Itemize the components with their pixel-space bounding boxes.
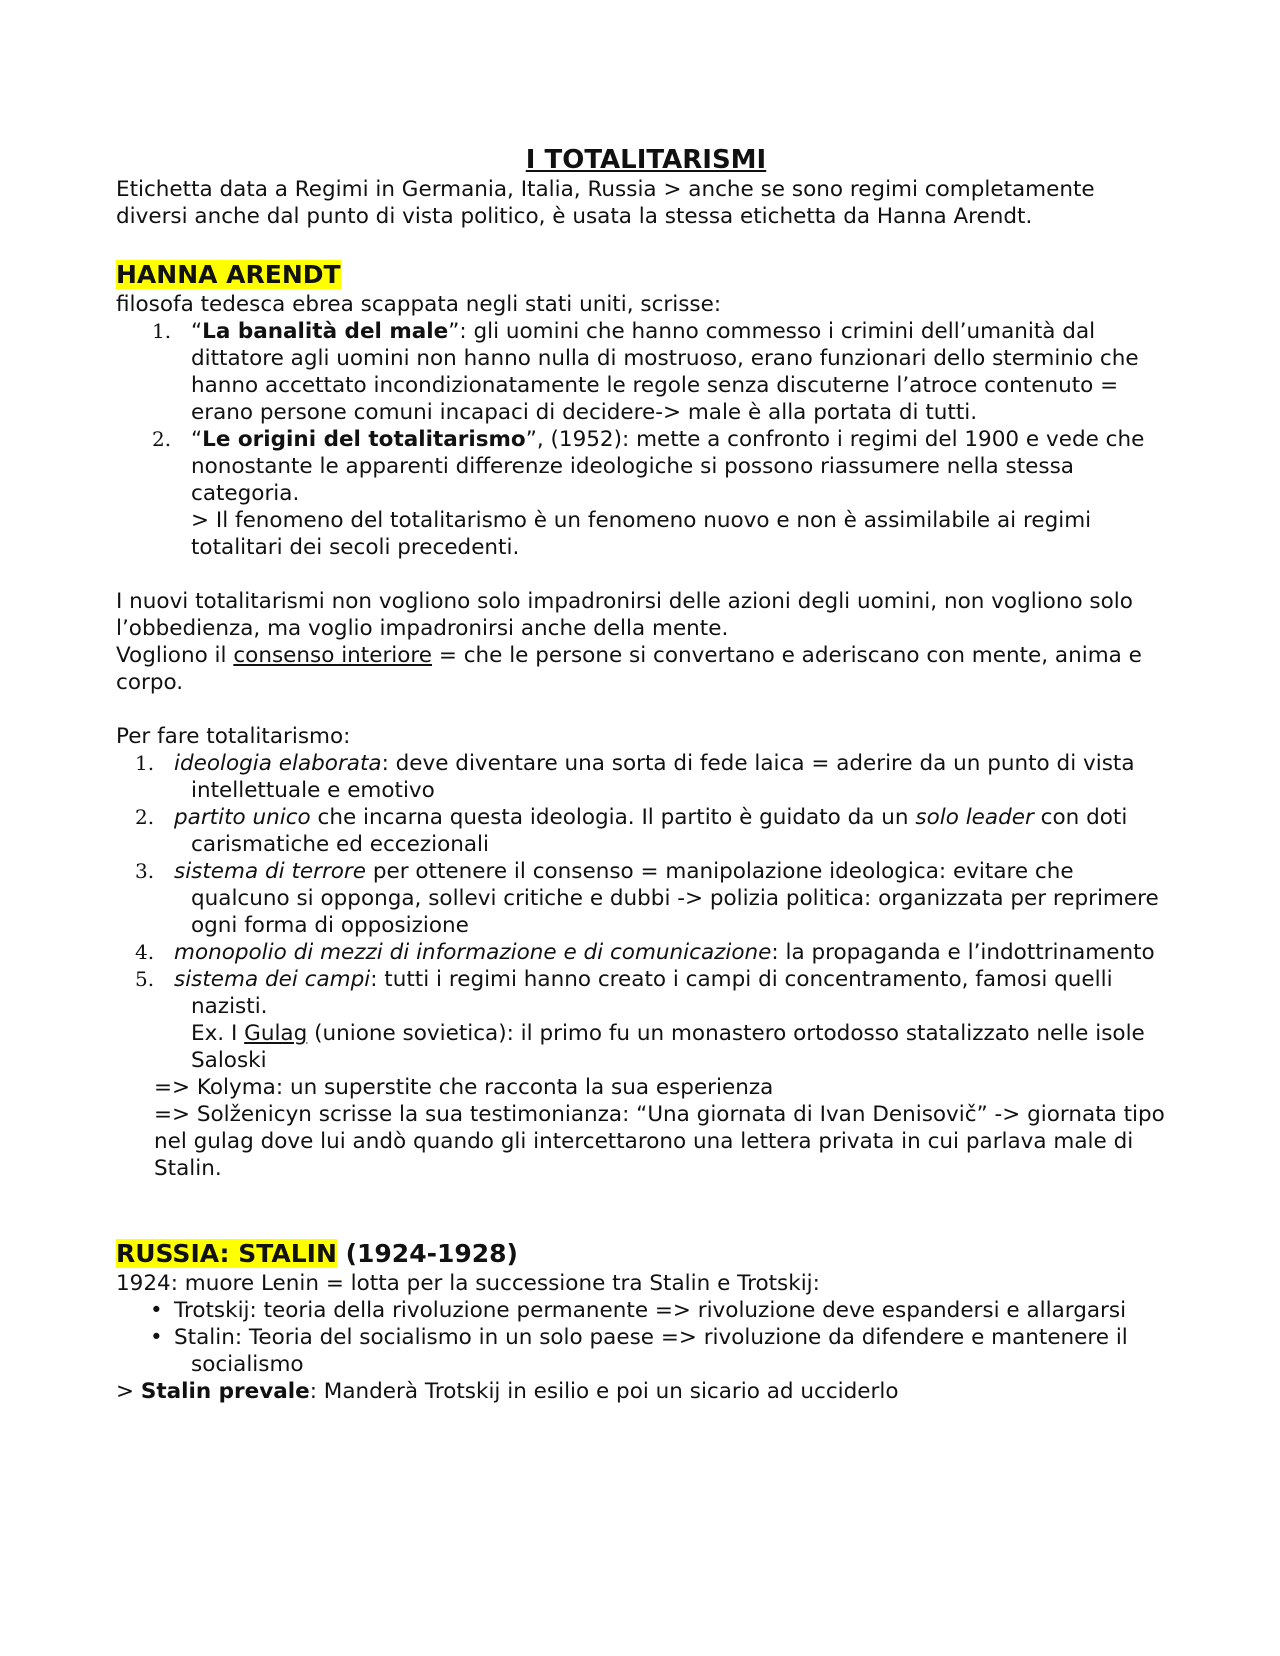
italic-term: solo leader: [915, 805, 1034, 830]
item-text: che incarna questa ideologia. Il partito è guidato da un: [310, 805, 916, 830]
item-extra: > Il fenomeno del totalitarismo è un fenomeno nuovo e non è assimilabile ai regimi totalitari dei secoli precedenti.: [191, 508, 1092, 560]
list-number: 2.: [135, 805, 155, 829]
heading-dates: (1924-1928): [336, 1239, 518, 1268]
list-number: 1.: [152, 319, 172, 343]
item-text: Trotskij: teoria della rivoluzione permanente => rivoluzione deve espandersi e allargarsi: [174, 1298, 1127, 1323]
italic-term: sistema di terrore: [174, 859, 366, 884]
bold-text: Stalin prevale: [140, 1379, 310, 1404]
bullet-icon: •: [150, 1298, 163, 1323]
highlight: HANNA ARENDT: [116, 260, 341, 289]
list-item: [116, 966, 1166, 1074]
list-item: [116, 1297, 1166, 1324]
list-item: [116, 750, 1166, 804]
item-text: : la propaganda e l’indottrinamento: [771, 940, 1155, 965]
list-item: [116, 804, 1166, 858]
example-text: (unione sovietica): il primo fu un monastero ortodosso statalizzato nelle isole Saloski: [191, 1021, 1145, 1073]
spacer: [116, 561, 1166, 588]
quote-mark: “: [191, 319, 203, 344]
book-title: La banalità del male: [202, 319, 449, 344]
item-text: per ottenere il consenso = manipolazione ideologica: evitare che qualcuno si opponga, sollevi critiche e dubbi -> polizia politica: organizzata per reprimere ogni forma di opposizione: [191, 859, 1159, 938]
stalin-prevale-line: [116, 1378, 1166, 1405]
item-text: ”, (1952): mette a confronto i regimi del 1900 e vede che nonostante le apparenti differenze ideologiche si possono riassumere nella stessa categoria.: [191, 427, 1145, 506]
item-text: con doti carismatiche ed eccezionali: [191, 805, 1128, 857]
item-text: : tutti i regimi hanno creato i campi di concentramento, famosi quelli nazisti.: [191, 967, 1113, 1019]
list-number: 3.: [135, 859, 155, 883]
example-text: Ex. I: [191, 1021, 245, 1046]
document-page: [116, 144, 1166, 1405]
list-item: [116, 858, 1166, 939]
list-item: [116, 939, 1166, 966]
list-item: [116, 426, 1166, 561]
heading-hanna-arendt: [116, 257, 1166, 291]
item-text: ”: gli uomini che hanno commesso i crimini dell’umanità dal dittatore agli uomini non hanno nulla di mostruoso, erano funzionari dello sterminio che hanno accettato incondizionatamente le regole senza discuterne l’atroce contenuto = erano persone comuni incapaci di decidere-> male è alla portata di tutti.: [191, 319, 1139, 425]
spacer: [116, 696, 1166, 723]
quote-mark: “: [191, 427, 203, 452]
item-text: : deve diventare una sorta di fede laica = aderire da un punto di vista intellettuale e emotivo: [191, 751, 1135, 803]
nuovi-paragraph-2: [116, 642, 1166, 696]
spacer: [116, 1182, 1166, 1236]
highlight: RUSSIA: STALIN: [116, 1239, 337, 1268]
text: = che le persone si convertano e aderiscano con mente, anima e corpo.: [116, 643, 1142, 695]
list-number: 4.: [135, 940, 155, 964]
solzenicyn-note: => Solženicyn scrisse la sua testimonianza: “Una giornata di Ivan Denisovič” -> giornata tipo nel gulag dove lui andò quando gli intercettarono una lettera privata in cui parlava male di Stalin.: [154, 1102, 1165, 1181]
russia-lead: 1924: muore Lenin = lotta per la successione tra Stalin e Trotskij:: [116, 1271, 820, 1296]
list-item: [116, 1324, 1166, 1378]
italic-term: sistema dei campi: [174, 967, 371, 992]
arendt-lead: filosofa tedesca ebrea scappata negli stati uniti, scrisse:: [116, 292, 722, 317]
list-item: [116, 318, 1166, 426]
list-number: 2.: [152, 427, 172, 451]
text: : Manderà Trotskij in esilio e poi un sicario ad ucciderlo: [309, 1379, 899, 1404]
text: Vogliono il: [116, 643, 234, 668]
italic-term: monopolio di mezzi di informazione e di comunicazione: [174, 940, 772, 965]
succession-list: [116, 1297, 1166, 1378]
arendt-works-list: [116, 318, 1166, 561]
list-number: 5.: [135, 967, 155, 991]
page-title: I TOTALITARISMI: [525, 145, 767, 175]
book-title: Le origini del totalitarismo: [202, 427, 526, 452]
heading-russia-stalin: [116, 1236, 1166, 1270]
item-text: Stalin: Teoria del socialismo in un solo paese => rivoluzione da difendere e mantenere il socialismo: [174, 1325, 1128, 1377]
totalitarism-features-list: [116, 750, 1166, 1074]
nuovi-paragraph-1: I nuovi totalitarismi non vogliono solo impadronirsi delle azioni degli uomini, non vogliono solo l’obbedienza, ma voglio impadronirsi anche della mente.: [116, 589, 1133, 641]
underlined-term: consenso interiore: [233, 643, 433, 668]
bullet-icon: •: [150, 1325, 163, 1350]
spacer: [116, 230, 1166, 257]
fare-lead: Per fare totalitarismo:: [116, 724, 351, 749]
kolyma-note: => Kolyma: un superstite che racconta la sua esperienza: [154, 1075, 774, 1100]
italic-term: ideologia elaborata: [174, 751, 382, 776]
list-number: 1.: [135, 751, 155, 775]
text: >: [116, 1379, 141, 1404]
italic-term: partito unico: [174, 805, 311, 830]
underlined-term: Gulag: [244, 1021, 308, 1046]
intro-paragraph: Etichetta data a Regimi in Germania, Italia, Russia > anche se sono regimi completamente diversi anche dal punto di vista politico, è usata la stessa etichetta da Hanna Arendt.: [116, 177, 1095, 229]
